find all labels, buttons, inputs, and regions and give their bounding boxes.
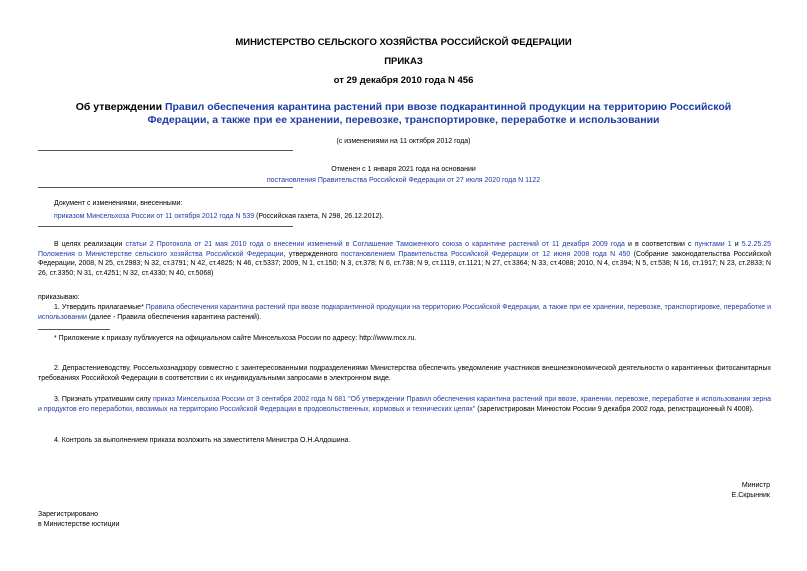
cancel-note-link[interactable]: постановления Правительства Российской Федерации от 27 июля 2020 года N 1122 xyxy=(266,177,541,184)
item-2: 2. Депрастениеводству, Россельхознадзору совместно с заинтересованными подразделениями Министерства обеспечить уведомление участников внешнеэкономической деятельности о карантинных фитосанитарных требованиях Российской Федерации в соответствии с их индивидуальными запросами в электронном виде. xyxy=(38,365,771,382)
order-word: приказываю: xyxy=(38,294,80,301)
document-type: ПРИКАЗ xyxy=(384,56,423,67)
document-title xyxy=(60,101,747,127)
cancel-note-text: Отменен с 1 января 2021 года на основании xyxy=(331,166,476,173)
item-3-text: 3. Признать утратившим силу xyxy=(54,396,153,403)
item-1-text: (далее - Правила обеспечения карантина растений). xyxy=(86,313,262,321)
government-decree-link[interactable]: постановлением Правительства Российской Федерации от 12 июня 2008 года N 450 xyxy=(341,250,631,258)
preamble-text: (Собрание законодательства Российской Федерации, 2008, N 25, ст.2983; N 32, ст.3791; N 42, ст.4825; N 46, ст.5337; 2009, N 1, ст.150; N 3, ст.378; N 6, ст.738; N 9, ст.1119, ст.1121; N 27, ст.3364; N 33, ст.4088; 2010, N 4, ст.394; N 5, ст.538; N 16, ст.1917; N 23, ст.2833; N 26, ст.3350; N 31, ст.4251; N 32, ст.4330; N 40, ст.5068) xyxy=(38,250,772,277)
protocol-link[interactable]: статьи 2 Протокола от 21 мая 2010 года о внесении изменений в Соглашение Таможенного союза о карантине растений от 11 декабря 2009 года xyxy=(125,241,625,248)
preamble-text: и xyxy=(731,241,742,248)
preamble-text: В целях реализации xyxy=(54,241,126,248)
ministry-name: МИНИСТЕРСТВО СЕЛЬСКОГО ХОЗЯЙСТВА РОССИЙСКОЙ ФЕДЕРАЦИИ xyxy=(235,37,572,48)
amendments-suffix: (Российская газета, N 298, 26.12.2012). xyxy=(254,213,384,220)
signature-name: Е.Скрынник xyxy=(731,492,770,499)
divider xyxy=(38,187,293,188)
preamble-text: и в соответствии с xyxy=(624,241,695,248)
registration-line-2: в Министерстве юстиции xyxy=(38,521,120,528)
regulation-link[interactable]: 5.2.25.25 Положения о Министерстве сельского хозяйства Российской Федерации xyxy=(38,241,771,258)
item-1-rules-link[interactable]: Правила обеспечения карантина растений при ввозе подкарантинной продукции на территорию Российской Федерации, а также при ее хранении, перевозке, транспортировке, переработке и использовании xyxy=(38,304,772,321)
signature-role: Министр xyxy=(741,482,770,489)
amendments-link[interactable]: приказом Минсельхоза России от 11 октября 2012 года N 539 xyxy=(54,213,255,220)
registration-line-1: Зарегистрировано xyxy=(38,511,98,518)
item-3-text: (зарегистрирован Минюстом России 9 декабря 2002 года, регистрационный N 4008). xyxy=(475,405,754,413)
preamble-paragraph xyxy=(38,240,771,278)
divider xyxy=(38,150,293,151)
document-date-number: от 29 декабря 2010 года N 456 xyxy=(333,75,474,86)
amendments-label: Документ с изменениями, внесенными: xyxy=(54,200,183,207)
repealed-order-link[interactable]: приказ Минсельхоза России от 3 сентября 2002 года N 681 "Об утверждении Правил обеспечения карантина растений при ввозе, хранении, перевозке, переработке и использовании зерна и продуктов его переработки, ввозимых на территорию Российской Федерации в продовольственных, кормовых и технических целях" xyxy=(38,396,771,413)
title-rules-link[interactable]: Правил обеспечения карантина растений при ввозе подкарантинной продукции на территорию Российской Федерации, а также при ее хранении, перевозке, транспортировке, переработке и использовании xyxy=(147,101,732,126)
revision-note: (с изменениями на 11 октября 2012 года) xyxy=(336,138,471,145)
amendments-line xyxy=(54,212,384,222)
item-4: 4. Контроль за выполнением приказа возложить на заместителя Министра О.Н.Алдошина. xyxy=(54,437,351,444)
preamble-text: , утвержденного xyxy=(283,250,342,258)
item-3 xyxy=(38,395,771,414)
footnote-divider xyxy=(38,329,110,330)
title-prefix: Об утверждении xyxy=(75,101,165,113)
item-1-text: 1. Утвердить прилагаемые* xyxy=(54,304,146,311)
clause-1-link[interactable]: пунктами 1 xyxy=(694,241,732,248)
item-1 xyxy=(38,303,771,322)
divider xyxy=(38,226,293,227)
footnote: * Приложение к приказу публикуется на официальном сайте Минсельхоза России по адресу: http://www.mcx.ru. xyxy=(54,335,417,342)
